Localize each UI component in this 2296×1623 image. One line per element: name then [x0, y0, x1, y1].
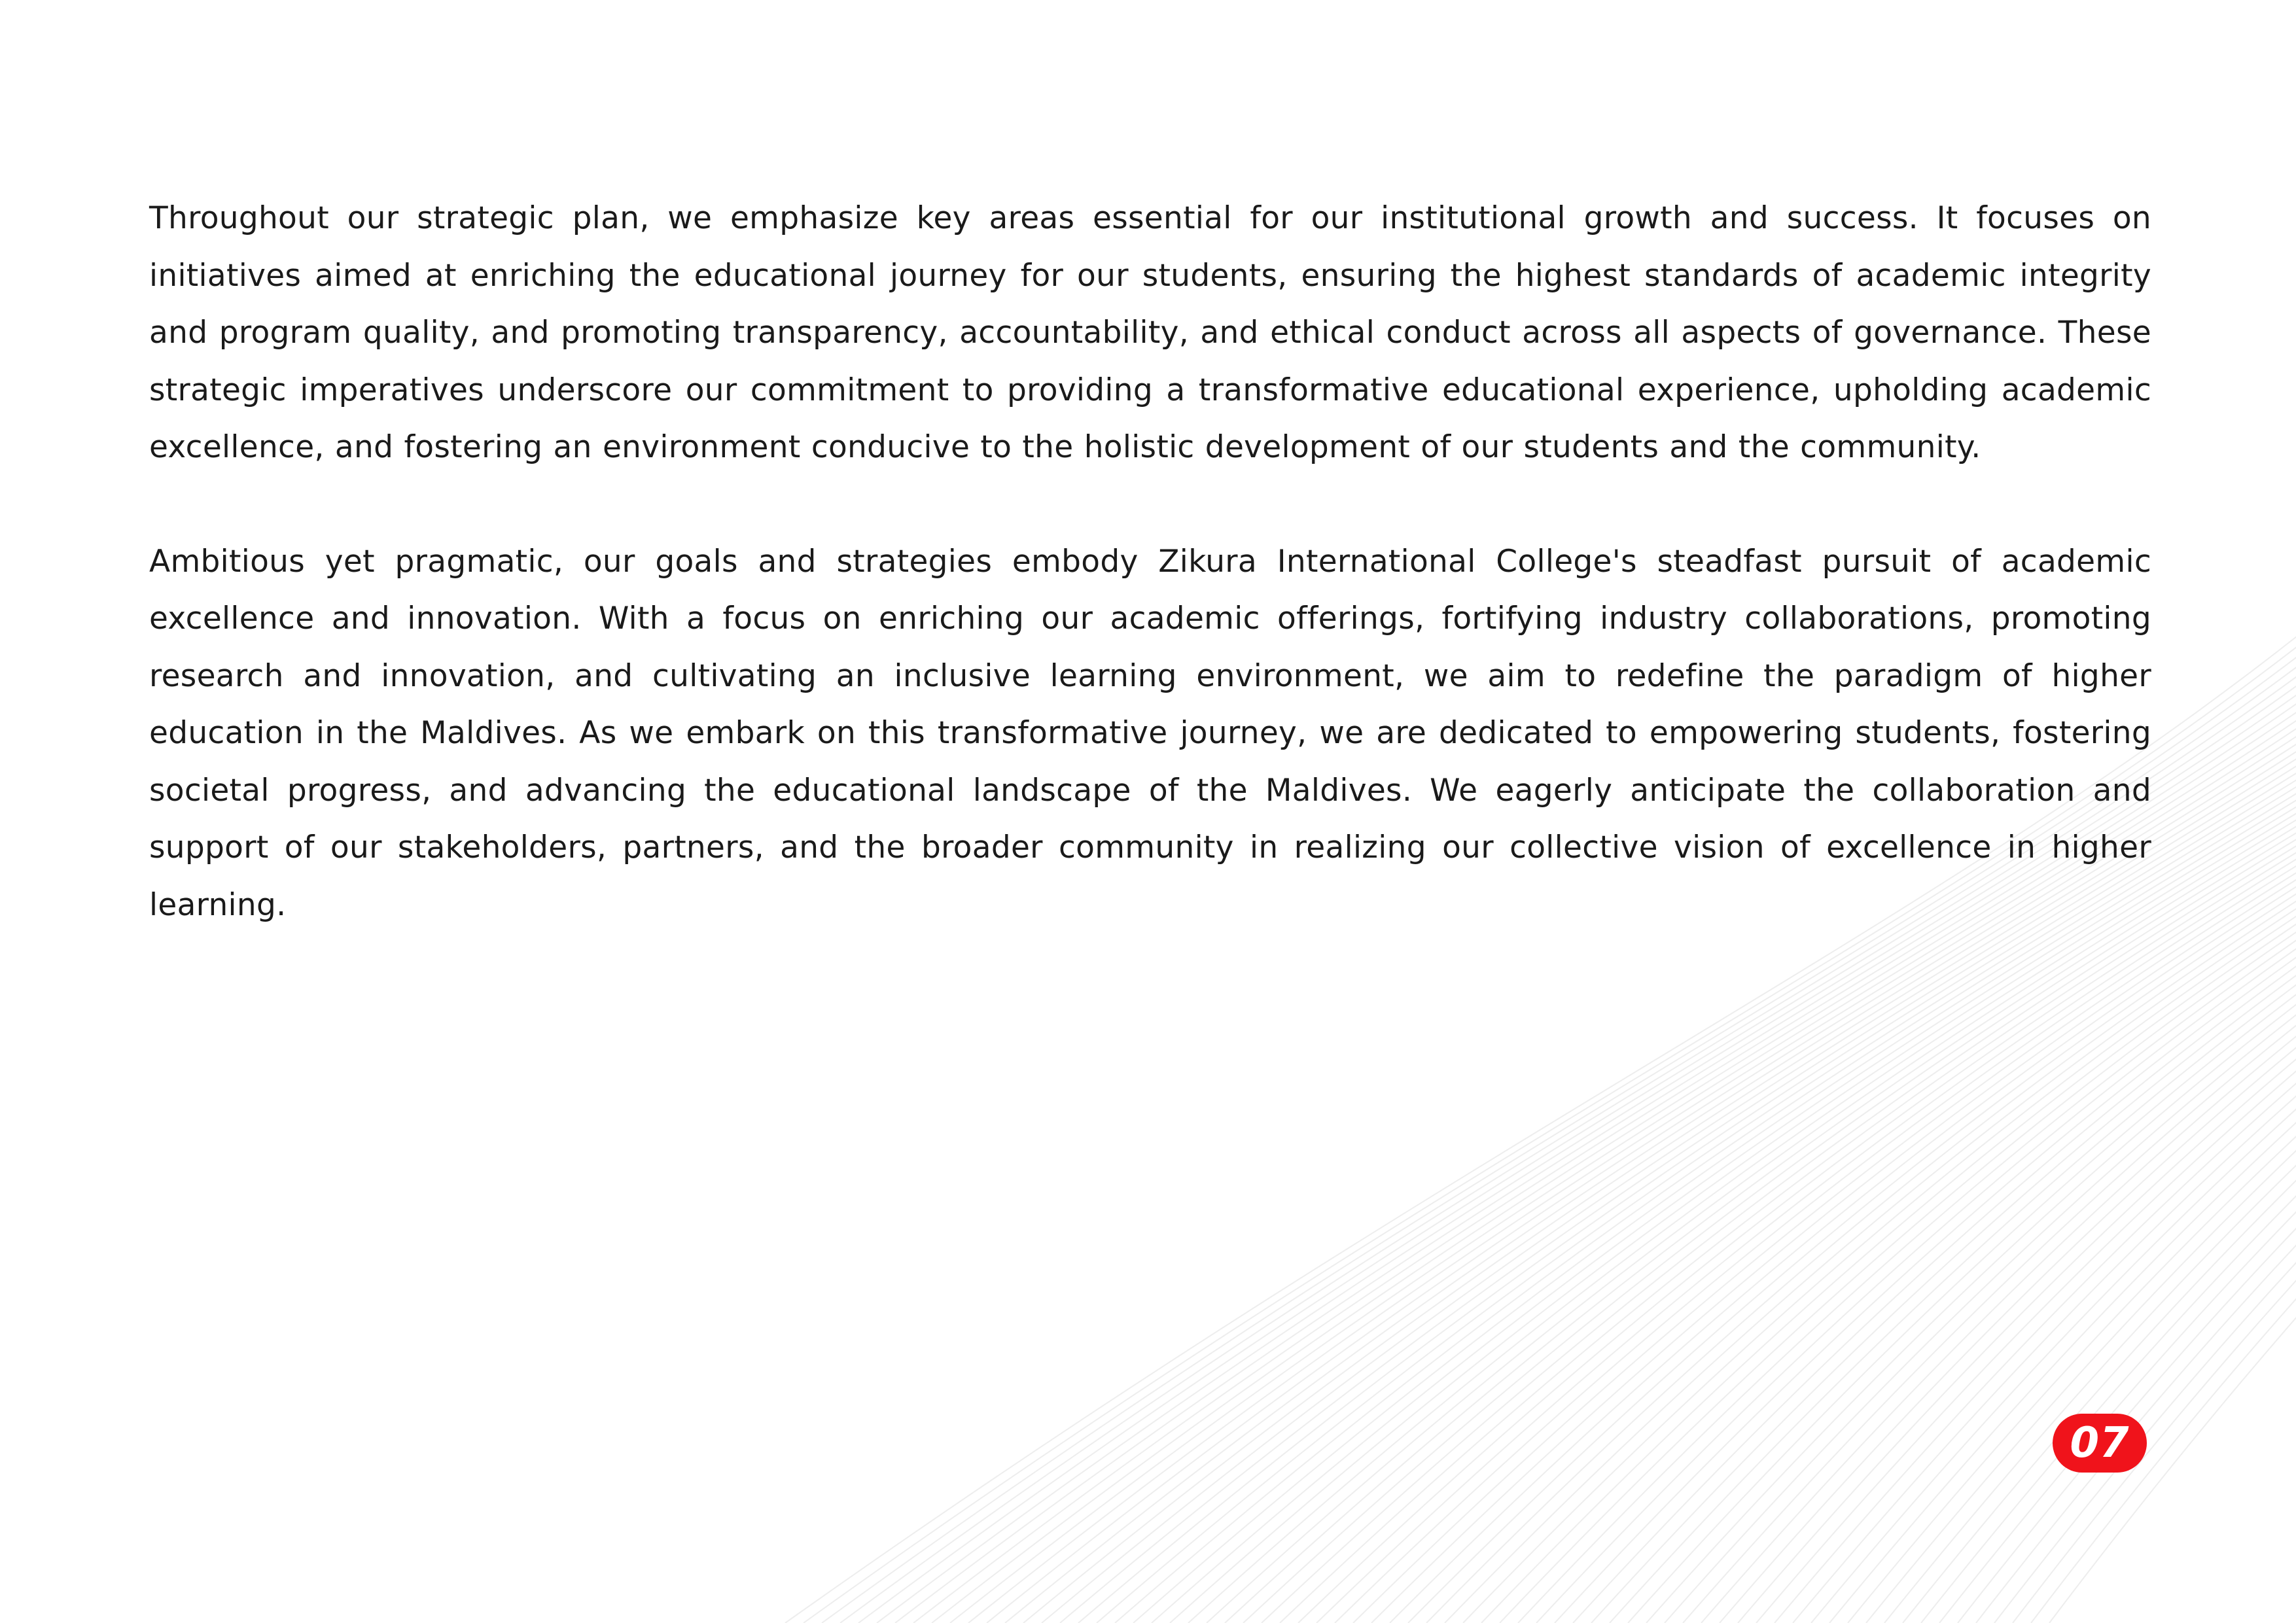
page-number-badge [2053, 1414, 2147, 1473]
paragraph-goals-and-strategies: Ambitious yet pragmatic, our goals and strategies embody Zikura International College's steadfast pursuit of academic excellence and innovation. With a focus on enriching our academic offerings, fortifying industry collaborations, promoting research and innovation, and cultivating an inclusive learning environment, we aim to redefine the paradigm of higher education in the Maldives. As we embark on this transformative journey, we are dedicated to empowering students, fostering societal progress, and advancing the educational landscape of the Maldives. We eagerly anticipate the collaboration and support of our stakeholders, partners, and the broader community in realizing our collective vision of excellence in higher learning. [149, 543, 2151, 923]
document-body [149, 190, 2151, 934]
page-number: 07 [2070, 1419, 2130, 1467]
paragraph-strategic-plan: Throughout our strategic plan, we emphasize key areas essential for our institutional growth and success. It focuses on initiatives aimed at enriching the educational journey for our students, ensuring the highest standards of academic integrity and program quality, and promoting transparency, accountability, and ethical conduct across all aspects of governance. These strategic imperatives underscore our commitment to providing a transformative educational experience, upholding academic excellence, and fostering an environment conducive to the holistic development of our students and the community. [149, 200, 2151, 465]
